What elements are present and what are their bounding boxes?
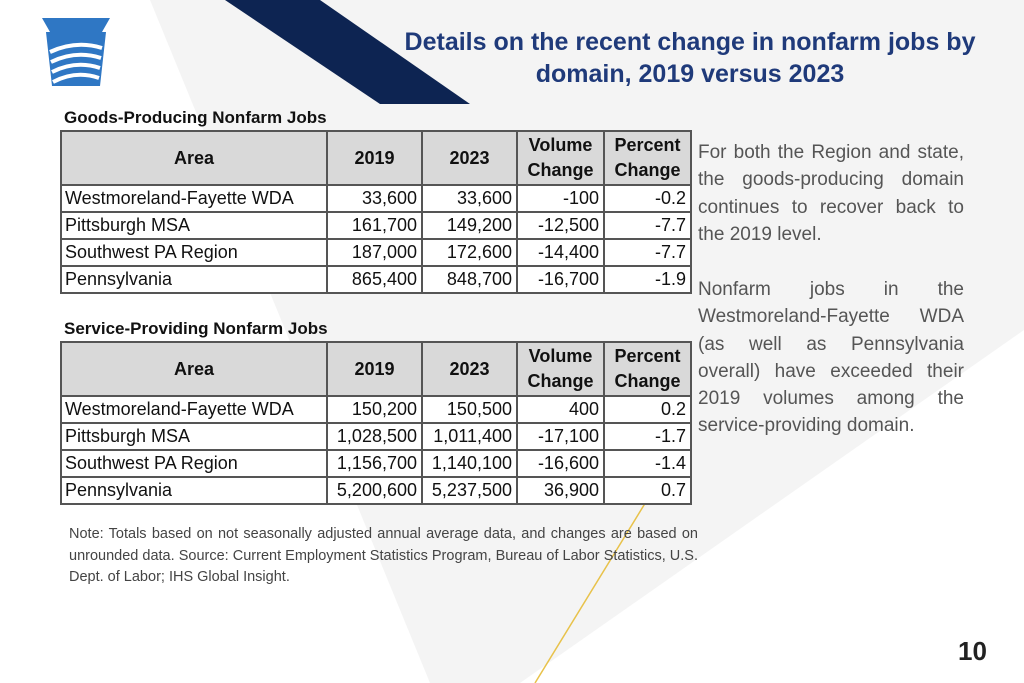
cell-area: Pennsylvania (61, 266, 327, 293)
cell-2023: 1,140,100 (422, 450, 517, 477)
table-header-row (61, 131, 691, 185)
table-row (61, 266, 691, 293)
cell-volume-change: -100 (517, 185, 604, 212)
header-percent-change: Percent Change (604, 342, 691, 396)
cell-2019: 33,600 (327, 185, 422, 212)
cell-percent-change: -1.9 (604, 266, 691, 293)
cell-percent-change: -1.7 (604, 423, 691, 450)
cell-percent-change: -1.4 (604, 450, 691, 477)
cell-2023: 149,200 (422, 212, 517, 239)
cell-area: Westmoreland-Fayette WDA (61, 185, 327, 212)
header-2023: 2023 (422, 342, 517, 396)
cell-2019: 1,028,500 (327, 423, 422, 450)
header-2019: 2019 (327, 342, 422, 396)
header-area: Area (61, 342, 327, 396)
keystone-logo-icon (40, 18, 112, 86)
header-percent-change: Percent Change (604, 131, 691, 185)
cell-2019: 161,700 (327, 212, 422, 239)
table-row (61, 396, 691, 423)
header-area: Area (61, 131, 327, 185)
cell-percent-change: 0.2 (604, 396, 691, 423)
page-number: 10 (958, 636, 987, 666)
cell-volume-change: -16,700 (517, 266, 604, 293)
header-2019: 2019 (327, 131, 422, 185)
cell-volume-change: 400 (517, 396, 604, 423)
cell-area: Pittsburgh MSA (61, 423, 327, 450)
cell-volume-change: 36,900 (517, 477, 604, 504)
cell-percent-change: -7.7 (604, 239, 691, 266)
cell-2023: 172,600 (422, 239, 517, 266)
cell-2023: 5,237,500 (422, 477, 517, 504)
cell-volume-change: -16,600 (517, 450, 604, 477)
cell-area: Pittsburgh MSA (61, 212, 327, 239)
cell-volume-change: -17,100 (517, 423, 604, 450)
header-volume-change: Volume Change (517, 342, 604, 396)
cell-2019: 5,200,600 (327, 477, 422, 504)
cell-volume-change: -14,400 (517, 239, 604, 266)
page-title: Details on the recent change in nonfarm jobs by domain, 2019 versus 2023 (404, 28, 976, 88)
service-section-label: Service-Providing Nonfarm Jobs (64, 319, 328, 338)
cell-2019: 187,000 (327, 239, 422, 266)
cell-percent-change: -7.7 (604, 212, 691, 239)
table-header-row (61, 342, 691, 396)
cell-2023: 150,500 (422, 396, 517, 423)
cell-2023: 1,011,400 (422, 423, 517, 450)
cell-2019: 1,156,700 (327, 450, 422, 477)
table-row (61, 185, 691, 212)
table-row (61, 423, 691, 450)
commentary-service: Nonfarm jobs in the Westmoreland-Fayette WDA (as well as Pennsylvania overall) have exceeded their 2019 volumes among the service-providing domain. (698, 279, 964, 437)
table-row (61, 239, 691, 266)
commentary-goods: For both the Region and state, the goods-producing domain continues to recover back to the 2019 level. (698, 142, 964, 245)
goods-table (60, 130, 692, 294)
header-2023: 2023 (422, 131, 517, 185)
cell-2023: 33,600 (422, 185, 517, 212)
goods-section-label: Goods-Producing Nonfarm Jobs (64, 108, 327, 127)
header-volume-change: Volume Change (517, 131, 604, 185)
table-row (61, 477, 691, 504)
cell-2023: 848,700 (422, 266, 517, 293)
source-note: Note: Totals based on not seasonally adjusted annual average data, and changes are based on unrounded data. Source: Current Employment Statistics Program, Bureau of Labor Statistics, U.S. Dept. of Labor; IHS Global Insight. (69, 526, 698, 585)
cell-volume-change: -12,500 (517, 212, 604, 239)
cell-area: Pennsylvania (61, 477, 327, 504)
cell-percent-change: 0.7 (604, 477, 691, 504)
table-row (61, 212, 691, 239)
cell-area: Westmoreland-Fayette WDA (61, 396, 327, 423)
service-table (60, 341, 692, 505)
cell-percent-change: -0.2 (604, 185, 691, 212)
table-row (61, 450, 691, 477)
cell-area: Southwest PA Region (61, 239, 327, 266)
cell-area: Southwest PA Region (61, 450, 327, 477)
cell-2019: 150,200 (327, 396, 422, 423)
cell-2019: 865,400 (327, 266, 422, 293)
